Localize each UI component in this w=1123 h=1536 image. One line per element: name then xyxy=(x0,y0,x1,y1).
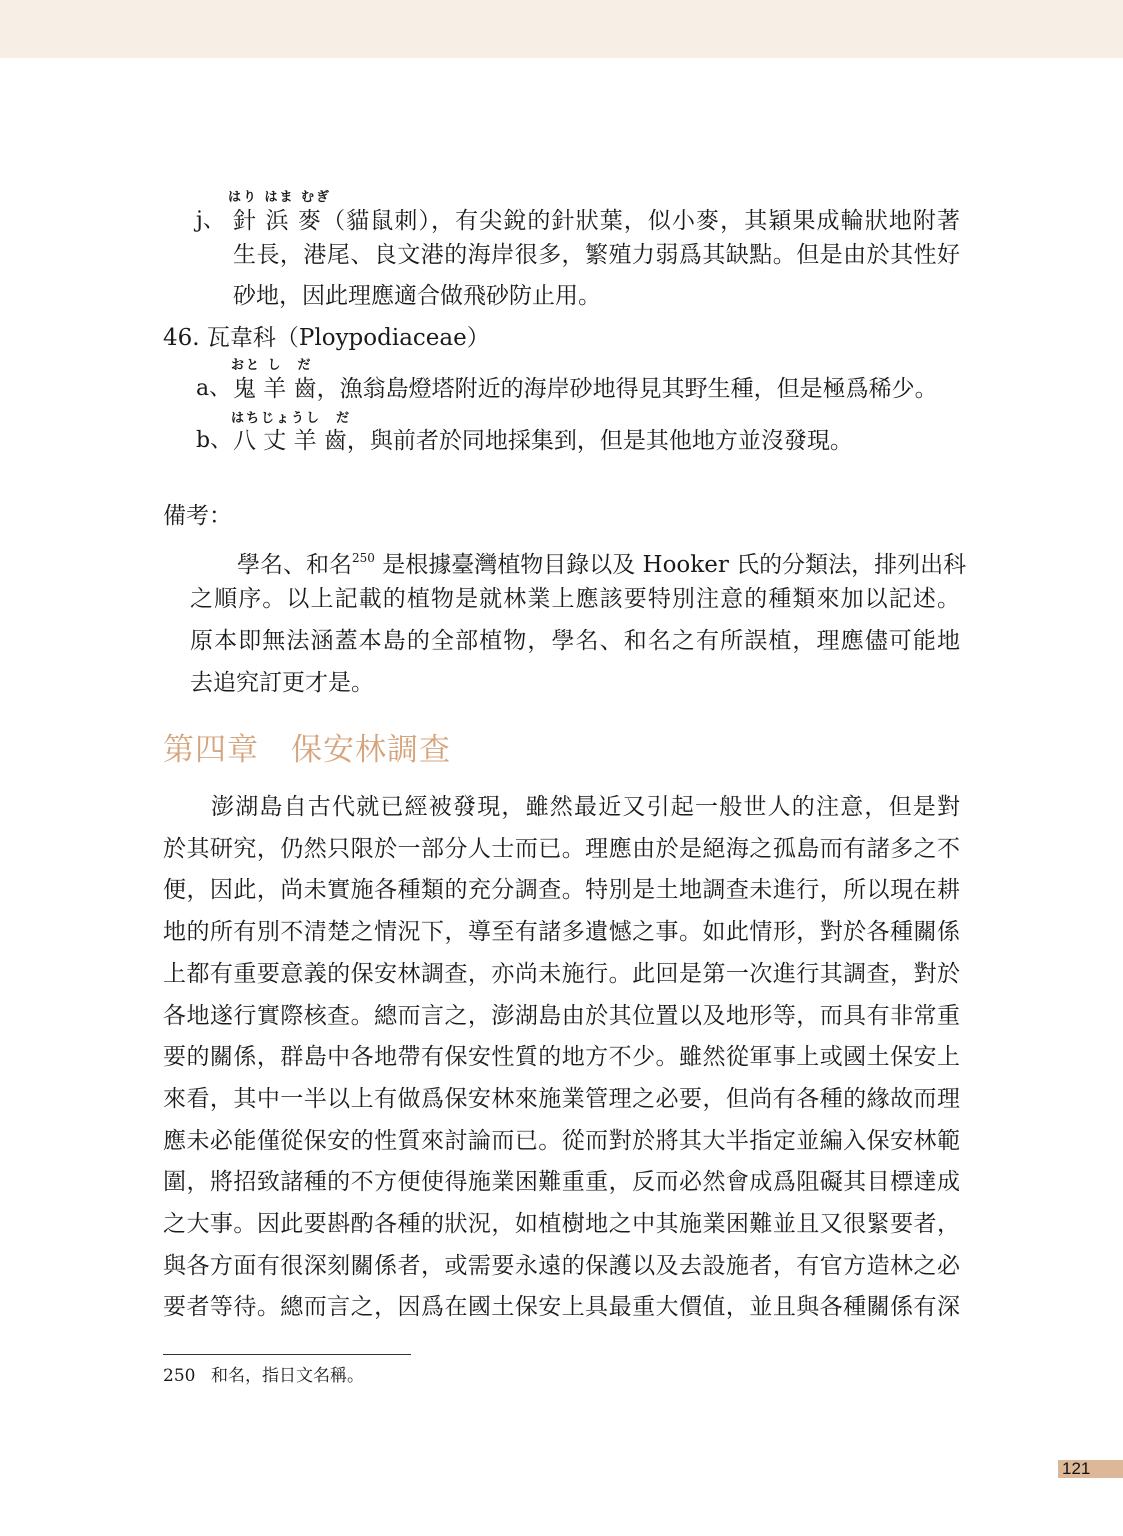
text-line: 針 浜 麥（貓鼠刺），有尖銳的針狀葉，似小麥，其穎果成輪狀地附著 xyxy=(233,208,960,234)
top-band xyxy=(0,0,1123,58)
item-label: j、 xyxy=(196,208,225,233)
text-line: 鬼 羊 齒，漁翁島燈塔附近的海岸砂地得見其野生種，但是極爲稀少。 xyxy=(233,376,938,402)
text: 是根據臺灣植物目錄以及 Hooker 氏的分類法，排列出科 xyxy=(382,552,967,578)
chapter-heading: 第四章 保安林調查 xyxy=(163,732,451,768)
text-line: 砂地，因此理應適合做飛砂防止用。 xyxy=(233,283,601,309)
furigana: おと し だ xyxy=(231,358,313,373)
remarks-title: 備考： xyxy=(163,503,232,529)
family-heading: 46. 瓦韋科（Ploypodiaceae） xyxy=(163,325,490,351)
text-line: 八 丈 羊 齒，與前者於同地採集到，但是其他地方並沒發現。 xyxy=(233,428,853,454)
furigana: はり はま むぎ xyxy=(228,190,332,205)
text-line: 之大事。因此要斟酌各種的狀況，如植樹地之中其施業困難並且又很緊要者， xyxy=(163,1211,960,1237)
footnote-ref[interactable]: 250 xyxy=(352,551,375,565)
text: 學名、和名 xyxy=(237,552,352,578)
text-line: 與各方面有很深刻關係者，或需要永遠的保護以及去設施者，有官方造林之必 xyxy=(163,1252,960,1279)
furigana: はちじょうし だ xyxy=(231,411,352,426)
text-line: 之順序。以上記載的植物是就林業上應該要特別注意的種類來加以記述。 xyxy=(190,586,960,612)
text-line: 要的關係，群島中各地帶有保安性質的地方不少。雖然從軍事上或國土保安上 xyxy=(163,1044,960,1071)
footnote-divider xyxy=(163,1354,411,1355)
item-label: b、 xyxy=(196,428,233,453)
text-line: 來看，其中一半以上有做爲保安林來施業管理之必要，但尚有各種的緣故而理 xyxy=(163,1085,960,1112)
text-line: 上都有重要意義的保安林調查，亦尚未施行。此回是第一次進行其調查，對於 xyxy=(163,960,960,987)
text-line: 要者等待。總而言之，因爲在國土保安上具最重大價值，並且與各種關係有深 xyxy=(163,1294,960,1321)
text-line: 去追究訂更才是。 xyxy=(190,670,374,696)
text-line: 於其研究，仍然只限於一部分人士而已。理應由於是絕海之孤島而有諸多之不 xyxy=(163,835,960,862)
text-line: 地的所有別不清楚之情況下，導至有諸多遺憾之事。如此情形，對於各種關係 xyxy=(163,919,960,946)
text-line: 圍，將招致諸種的不方便使得施業困難重重，反而必然會成爲阻礙其目標達成 xyxy=(163,1169,960,1196)
page-number: 121 xyxy=(1058,1460,1123,1478)
text-line xyxy=(237,543,967,578)
item-label: a、 xyxy=(196,376,232,401)
footnote-text: 和名，指日文名稱。 xyxy=(211,1366,364,1386)
text-line: 應未必能僅從保安的性質來討論而已。從而對於將其大半指定並編入保安林範 xyxy=(163,1127,960,1154)
footnote xyxy=(163,1364,364,1388)
text-line: 便，因此，尚未實施各種類的充分調查。特別是土地調查未進行，所以現在耕 xyxy=(163,877,960,904)
text-line: 澎湖島自古代就已經被發現，雖然最近又引起一般世人的注意，但是對 xyxy=(211,794,960,820)
text-line: 原本即無法涵蓋本島的全部植物，學名、和名之有所誤植，理應儘可能地 xyxy=(190,628,960,654)
text-line: 各地遂行實際核查。總而言之，澎湖島由於其位置以及地形等，而具有非常重 xyxy=(163,1002,960,1029)
text-line: 生長，港尾、良文港的海岸很多，繁殖力弱爲其缺點。但是由於其性好 xyxy=(233,242,960,268)
footnote-number: 250 xyxy=(163,1366,196,1386)
